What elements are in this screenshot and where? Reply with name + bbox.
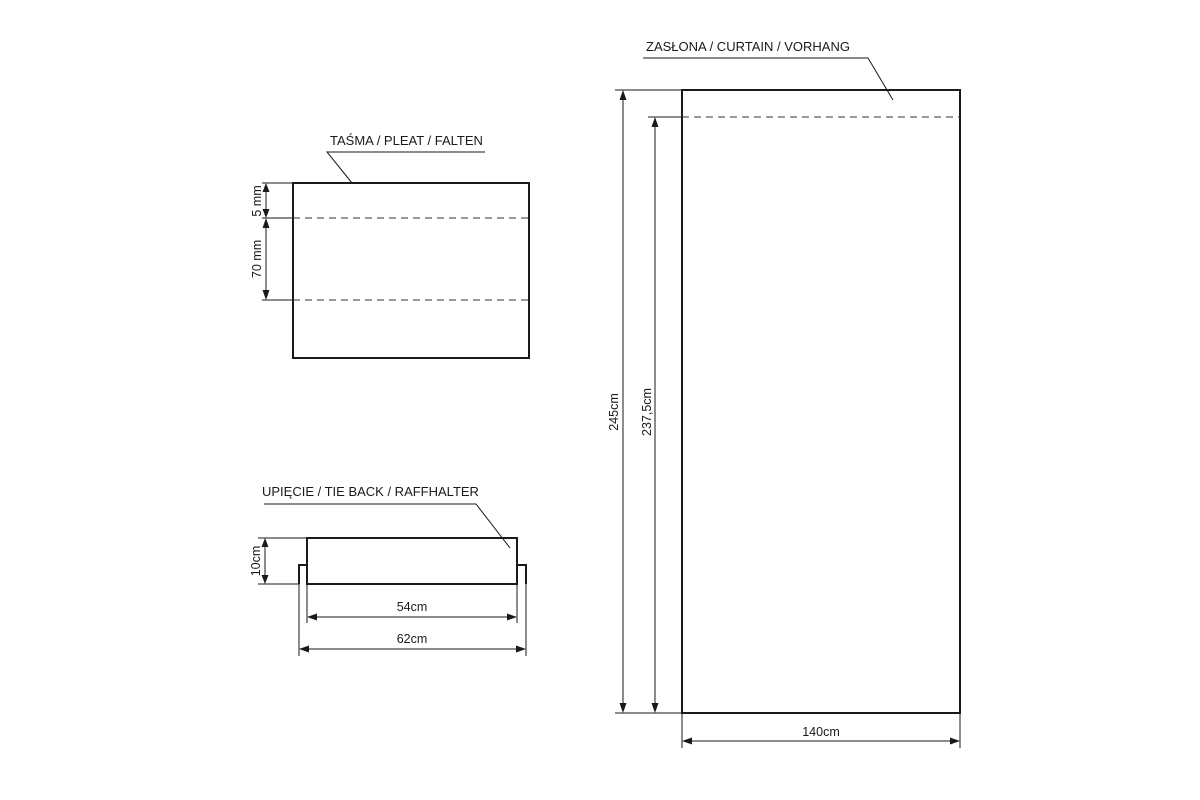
pleat-drawing (250, 133, 529, 358)
pleat-label: TAŚMA / PLEAT / FALTEN (330, 133, 483, 148)
pleat-band-dimension (250, 218, 293, 300)
tieback-inner-width-dimension (307, 584, 517, 623)
tieback-right-hook (517, 565, 526, 584)
tieback-left-hook (299, 565, 307, 584)
curtain-panel (682, 90, 960, 713)
pleat-panel (293, 183, 529, 358)
curtain-visible-height-label: 237,5cm (640, 388, 654, 436)
pleat-leader (327, 152, 485, 183)
tieback-label: UPIĘCIE / TIE BACK / RAFFHALTER (262, 484, 479, 499)
curtain-width-label: 140cm (802, 725, 840, 739)
tieback-body (307, 538, 517, 584)
curtain-leader (643, 58, 893, 100)
tieback-height-label: 10cm (249, 545, 263, 577)
pleat-band-label: 70 mm (250, 239, 264, 279)
curtain-visible-height-dimension (640, 117, 682, 713)
curtain-total-height-label: 245cm (607, 393, 621, 431)
pleat-top-dimension (250, 183, 293, 218)
pleat-top-label: 5 mm (250, 185, 264, 217)
tieback-leader (264, 504, 510, 548)
tieback-inner-width-label: 54cm (396, 600, 428, 614)
tieback-drawing (249, 484, 526, 656)
curtain-label: ZASŁONA / CURTAIN / VORHANG (646, 39, 850, 54)
curtain-width-dimension (682, 713, 960, 748)
tieback-total-width-dimension (299, 584, 526, 656)
tieback-total-width-label: 62cm (396, 632, 428, 646)
curtain-drawing (607, 39, 960, 748)
